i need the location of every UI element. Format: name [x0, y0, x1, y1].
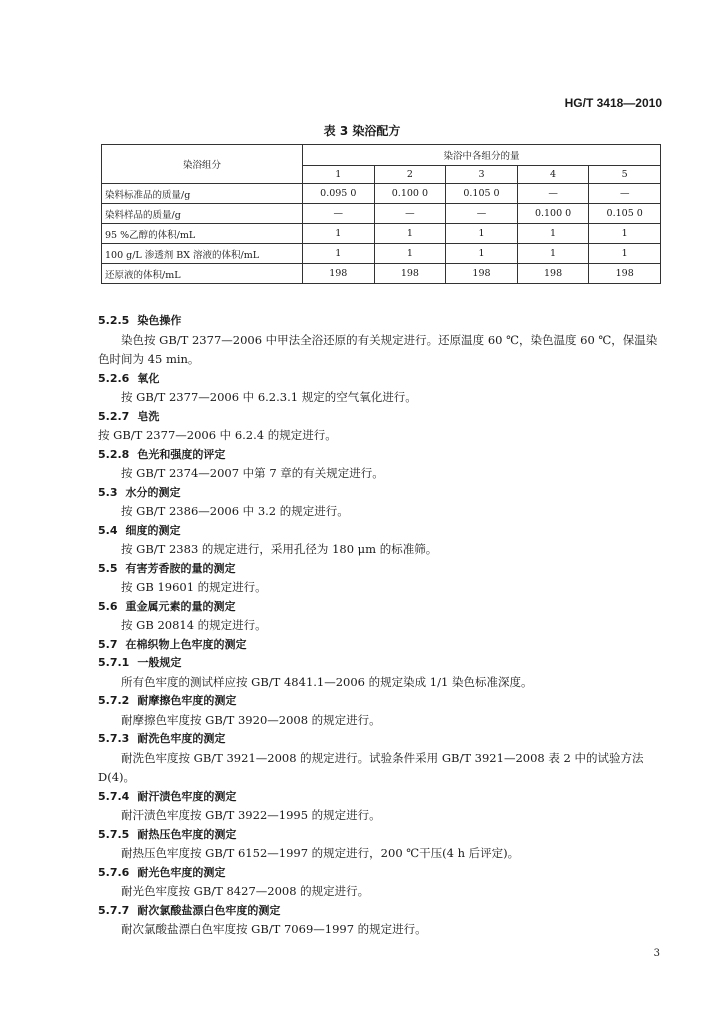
col-header-1: 1 — [303, 166, 375, 184]
section-title: 一般规定 — [137, 656, 182, 669]
table-row — [102, 264, 661, 284]
standard-code: HG/T 3418—2010 — [564, 96, 662, 110]
section-heading — [98, 902, 660, 921]
table-cell: 0.100 0 — [374, 184, 446, 204]
table-cell: 1 — [374, 224, 446, 244]
col-header-group: 染浴中各组分的量 — [303, 145, 661, 166]
section-heading — [98, 654, 660, 673]
table-cell: 198 — [374, 264, 446, 284]
section-text: 按 GB 20814 的规定进行。 — [121, 618, 267, 632]
section-text: 按 GB/T 2374—2007 中第 7 章的有关规定进行。 — [121, 466, 384, 480]
document-body — [98, 312, 660, 940]
section-number: 5.7.7 — [98, 903, 130, 917]
section-heading — [98, 826, 660, 845]
section-text: 耐汗渍色牢度按 GB/T 3922—1995 的规定进行。 — [121, 808, 381, 822]
section-title: 染色操作 — [137, 314, 182, 327]
section-title: 水分的测定 — [125, 485, 181, 499]
table-row — [102, 204, 661, 224]
section-text: 染色按 GB/T 2377—2006 中甲法全浴还原的有关规定进行。还原温度 60 ℃，染色温度 60 ℃，保温染色时间为 45 min。 — [98, 332, 658, 366]
section-number: 5.7.3 — [98, 732, 130, 745]
section-title: 耐摩擦色牢度的测定 — [137, 694, 237, 707]
section-title: 耐洗色牢度的测定 — [137, 732, 226, 745]
section-title: 重金属元素的量的测定 — [125, 599, 236, 613]
col-header-3: 3 — [446, 166, 518, 184]
section-number: 5.7 — [98, 637, 118, 651]
table-cell: 1 — [446, 244, 518, 264]
section-text: 按 GB/T 2377—2006 中 6.2.4 的规定进行。 — [98, 428, 337, 442]
table-cell: 1 — [517, 224, 589, 244]
table-cell: 0.095 0 — [303, 184, 375, 204]
section-heading — [98, 484, 660, 503]
row-label: 还原液的体积/mL — [102, 264, 303, 284]
table-cell: 1 — [303, 244, 375, 264]
table-cell: 198 — [517, 264, 589, 284]
row-label: 染料样品的质量/g — [102, 204, 303, 224]
section-heading — [98, 598, 660, 617]
table-cell: 198 — [589, 264, 661, 284]
row-label: 100 g/L 渗透剂 BX 溶液的体积/mL — [102, 244, 303, 264]
table-row — [102, 184, 661, 204]
section-number: 5.7.5 — [98, 827, 130, 841]
section-title: 氧化 — [137, 371, 160, 385]
table-row — [102, 244, 661, 264]
table-cell: 1 — [374, 244, 446, 264]
col-header-5: 5 — [589, 166, 661, 184]
col-header-4: 4 — [517, 166, 589, 184]
section-title: 耐次氯酸盐漂白色牢度的测定 — [137, 903, 281, 917]
section-text: 按 GB 19601 的规定进行。 — [121, 580, 267, 594]
section-heading — [98, 312, 660, 331]
section-title: 耐汗渍色牢度的测定 — [137, 789, 237, 803]
dye-bath-table — [101, 144, 661, 284]
section-text: 按 GB/T 2377—2006 中 6.2.3.1 规定的空气氧化进行。 — [121, 390, 417, 404]
section-title: 耐热压色牢度的测定 — [137, 827, 237, 841]
section-number: 5.2.8 — [98, 447, 130, 461]
section-heading — [98, 636, 660, 655]
table-cell: 1 — [303, 224, 375, 244]
section-number: 5.2.6 — [98, 371, 130, 385]
section-number: 5.6 — [98, 599, 118, 613]
page-number: 3 — [653, 948, 660, 959]
section-title: 耐光色牢度的测定 — [137, 865, 226, 879]
row-label: 95 %乙醇的体积/mL — [102, 224, 303, 244]
table-cell: 0.100 0 — [517, 204, 589, 224]
section-number: 5.2.5 — [98, 314, 130, 327]
section-number: 5.7.4 — [98, 789, 130, 803]
table-cell: 1 — [446, 224, 518, 244]
table-cell: — — [374, 204, 446, 224]
section-heading — [98, 692, 660, 711]
table-cell: 198 — [446, 264, 518, 284]
table-cell: — — [303, 204, 375, 224]
section-number: 5.5 — [98, 561, 118, 575]
table-cell: — — [517, 184, 589, 204]
section-title: 色光和强度的评定 — [137, 447, 226, 461]
section-heading — [98, 370, 660, 389]
section-number: 5.3 — [98, 485, 118, 499]
section-heading — [98, 560, 660, 579]
section-number: 5.7.1 — [98, 656, 130, 669]
section-heading — [98, 730, 660, 749]
table-cell: — — [446, 204, 518, 224]
section-title: 皂洗 — [137, 409, 160, 423]
table-cell: — — [589, 184, 661, 204]
row-label: 染料标准品的质量/g — [102, 184, 303, 204]
section-heading — [98, 408, 660, 427]
col-header-component: 染浴组分 — [102, 145, 303, 184]
section-text: 耐光色牢度按 GB/T 8427—2008 的规定进行。 — [121, 884, 370, 898]
section-number: 5.2.7 — [98, 409, 130, 423]
table-row — [102, 224, 661, 244]
col-header-2: 2 — [374, 166, 446, 184]
table-cell: 0.105 0 — [446, 184, 518, 204]
section-text: 耐摩擦色牢度按 GB/T 3920—2008 的规定进行。 — [121, 712, 381, 727]
section-text: 耐洗色牢度按 GB/T 3921—2008 的规定进行。试验条件采用 GB/T 3921—2008 表 2 中的试验方法 D(4)。 — [98, 750, 644, 784]
table-cell: 0.105 0 — [589, 204, 661, 224]
section-heading — [98, 864, 660, 883]
section-text: 按 GB/T 2386—2006 中 3.2 的规定进行。 — [121, 504, 349, 518]
section-text: 耐热压色牢度按 GB/T 6152—1997 的规定进行，200 ℃干压(4 h 后评定)。 — [121, 846, 520, 860]
table-cell: 1 — [517, 244, 589, 264]
section-number: 5.7.2 — [98, 694, 130, 707]
section-text: 所有色牢度的测试样应按 GB/T 4841.1—2006 的规定染成 1/1 染色标准深度。 — [121, 674, 533, 689]
section-number: 5.4 — [98, 523, 118, 537]
section-heading — [98, 788, 660, 807]
section-text: 耐次氯酸盐漂白色牢度按 GB/T 7069—1997 的规定进行。 — [121, 922, 427, 936]
table-cell: 1 — [589, 244, 661, 264]
table-title: 表 3 染浴配方 — [323, 124, 401, 138]
section-text: 按 GB/T 2383 的规定进行，采用孔径为 180 μm 的标准筛。 — [121, 542, 438, 556]
section-number: 5.7.6 — [98, 865, 130, 879]
section-heading — [98, 522, 660, 541]
section-title: 细度的测定 — [125, 523, 181, 537]
table-cell: 1 — [589, 224, 661, 244]
section-title: 在棉织物上色牢度的测定 — [125, 637, 247, 651]
table-cell: 198 — [303, 264, 375, 284]
section-title: 有害芳香胺的量的测定 — [125, 561, 236, 575]
section-heading — [98, 446, 660, 465]
